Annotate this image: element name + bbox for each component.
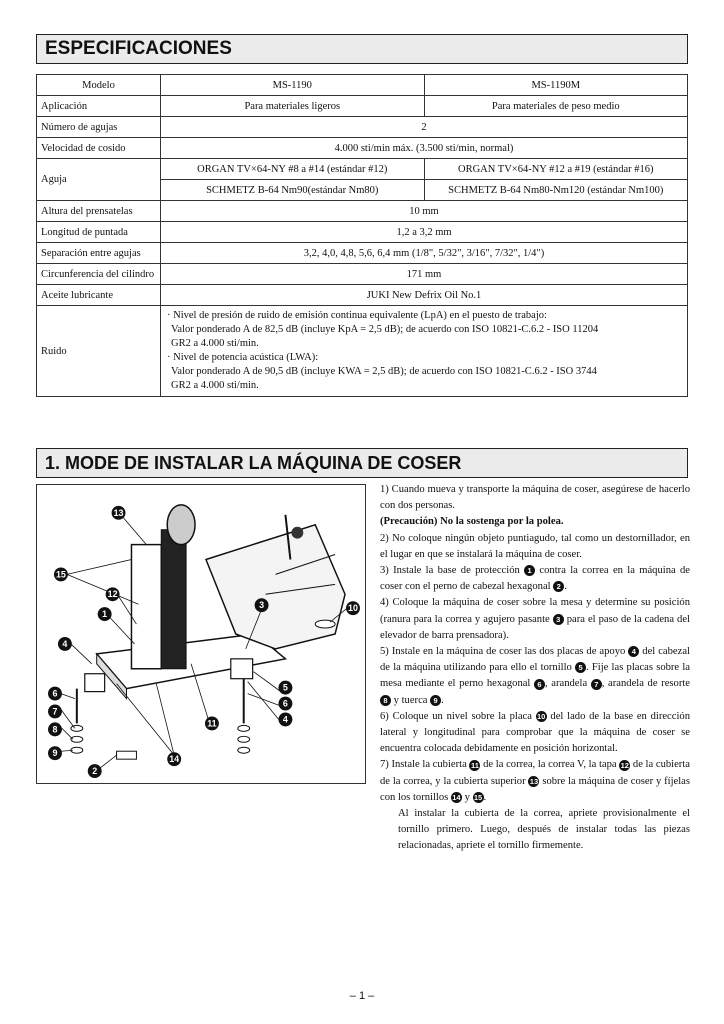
callout-text: 14 (169, 754, 180, 765)
table-row (37, 159, 688, 180)
washer (238, 725, 250, 731)
belt-cover (131, 545, 161, 669)
ref-8-icon: 8 (380, 695, 391, 706)
table-row (37, 243, 688, 264)
table-row (37, 96, 688, 117)
hex-head-bolt (117, 751, 137, 759)
step-2: 2) No coloque ningún objeto puntiagudo, tal como un destornillador, en el lugar en que se instalará la máquina de coser. (380, 532, 690, 560)
noise-line: GR2 a 4.000 sti/min. (171, 338, 259, 349)
noise-line: Valor ponderado A de 82,5 dB (incluye KpA = 2,5 dB); de acuerdo con ISO 10821-C.6.2 - ISO 11204 (171, 324, 599, 335)
cell: 3,2, 4,0, 4,8, 5,6, 6,4 mm (1/8", 5/32", 3/16", 7/32", 1/4") (161, 243, 688, 264)
row-label: Número de agujas (37, 117, 161, 138)
nut (238, 747, 250, 753)
cell: 2 (161, 117, 688, 138)
callout-text: 13 (113, 507, 124, 518)
callout-text: 8 (52, 724, 58, 735)
belt-cover-lid (161, 530, 186, 669)
callout-text: 12 (107, 589, 118, 600)
callout-text: 5 (282, 682, 288, 693)
row-label: Aceite lubricante (37, 285, 161, 306)
cell: Para materiales de peso medio (424, 96, 687, 117)
cell: ORGAN TV×64-NY #8 a #14 (estándar #12) (161, 159, 425, 180)
callout-text: 6 (282, 698, 288, 709)
cell: 1,2 a 3,2 mm (161, 222, 688, 243)
pulley (167, 505, 195, 545)
ref-7-icon: 7 (591, 679, 602, 690)
row-label: Circunferencia del cilindro (37, 264, 161, 285)
header-ms1190m: MS-1190M (424, 75, 687, 96)
header-ms1190: MS-1190 (161, 75, 425, 96)
step-1: 1) Cuando mueva y transporte la máquina de coser, asegúrese de hacerlo con dos personas. (380, 484, 690, 512)
installation-heading: 1. MODE DE INSTALAR LA MÁQUINA DE COSER (36, 448, 688, 478)
row-label: Altura del prensatelas (37, 201, 161, 222)
ref-11-icon: 11 (470, 760, 479, 770)
callout-text: 10 (348, 603, 358, 614)
step-5: 5) Instale en la máquina de coser las dos placas de apoyo 4 del cabezal de la máquina utilizando para ello el tornillo 5 . Fije las placas sobre la mesa mediante el perno hexagonal 6 , arandela 7 , arandela de resorte 8 y tuerca 9 . (380, 646, 690, 706)
machine-installation-figure (36, 484, 366, 784)
specifications-heading: ESPECIFICACIONES (36, 34, 688, 64)
callout-text: 15 (55, 569, 66, 580)
callout-text: 3 (259, 600, 265, 611)
caution-note: (Precaución) No la sostenga por la polea. (380, 516, 564, 528)
spring-washer (238, 736, 250, 742)
table-row (37, 117, 688, 138)
ref-5-icon: 5 (575, 662, 586, 673)
callout-text: 4 (282, 714, 288, 725)
callout-text: 4 (62, 638, 68, 649)
table-header-row (37, 75, 688, 96)
header-model: Modelo (37, 75, 161, 96)
machine-arm (206, 525, 345, 649)
ref-10-icon: 10 (537, 711, 546, 721)
step-7-note: Al instalar la cubierta de la correa, apriete provisionalmente el tornillo primero. Luego, después de instalar todas las piezas relacionadas, apriete el tornillo firmemente. (398, 808, 690, 852)
row-label: Ruido (37, 306, 161, 397)
row-label: Aguja (37, 159, 161, 201)
row-label: Separación entre agujas (37, 243, 161, 264)
step-4: 4) Coloque la máquina de coser sobre la mesa y determine su posición (ranura para la correa y agujero pasante 3 para el paso de la cadena del elevador de barra prensadora). (380, 597, 690, 641)
cell: 4.000 sti/min máx. (3.500 sti/min, normal) (161, 138, 688, 159)
ref-9-icon: 9 (430, 695, 441, 706)
sewing-machine-illustration (37, 485, 365, 783)
support-plate (231, 659, 253, 679)
cell: 171 mm (161, 264, 688, 285)
washer (71, 725, 83, 731)
noise-line: Valor ponderado A de 90,5 dB (incluye KWA = 2,5 dB); de acuerdo con ISO 10821-C.6.2 - ISO 3744 (171, 366, 597, 377)
step-7: 7) Instale la cubierta 11 de la correa, la correa V, la tapa 12 de la cubierta de la correa, y la cubierta superior 13 sobre la máquina de coser y fíjelas con los tornillos 14 y 15. (380, 759, 691, 803)
ref-4-icon: 4 (628, 646, 639, 657)
callout-text: 1 (102, 609, 108, 620)
table-row (37, 264, 688, 285)
table-row (37, 306, 688, 397)
noise-cell (161, 306, 688, 397)
ref-13-icon: 13 (529, 776, 539, 786)
noise-line: · Nivel de potencia acústica (LWA): (167, 352, 319, 363)
page-number: – 1 – (349, 990, 375, 1002)
ref-15-icon: 15 (473, 792, 483, 802)
table-row (37, 138, 688, 159)
step-6: 6) Coloque un nivel sobre la placa 10 del lado de la base en dirección lateral y longitudinal para comprobar que la máquina de coser se encuentra colocada debidamente en posición horizontal. (380, 710, 690, 755)
table-row (37, 201, 688, 222)
cell: SCHMETZ B-64 Nm90(estándar Nm80) (161, 180, 425, 201)
table-row (37, 285, 688, 306)
row-label: Longitud de puntada (37, 222, 161, 243)
installation-steps (380, 482, 690, 855)
callout-text: 6 (52, 688, 58, 699)
support-plate (85, 674, 105, 692)
table-row (37, 222, 688, 243)
callout-text: 2 (92, 766, 98, 777)
specifications-table (36, 74, 688, 397)
noise-line: GR2 a 4.000 sti/min. (171, 380, 259, 391)
ref-14-icon: 14 (452, 792, 461, 802)
cell: 10 mm (161, 201, 688, 222)
step-3: 3) Instale la base de protección 1 contra la correa en la máquina de coser con el perno de cabezal hexagonal 2 . (380, 565, 691, 593)
cell: ORGAN TV×64-NY #12 a #19 (estándar #16) (424, 159, 687, 180)
row-label: Velocidad de cosido (37, 138, 161, 159)
level-plate (315, 620, 335, 628)
cell: Para materiales ligeros (161, 96, 425, 117)
callout-text: 11 (207, 718, 217, 729)
row-label: Aplicación (37, 96, 161, 117)
ref-2-icon: 2 (553, 581, 564, 592)
ref-12-icon: 12 (620, 760, 629, 770)
ref-3-icon: 3 (553, 614, 564, 625)
ref-1-icon: 1 (524, 565, 535, 576)
cell: JUKI New Defrix Oil No.1 (161, 285, 688, 306)
callout-text: 9 (52, 748, 58, 759)
noise-line: · Nivel de presión de ruido de emisión continua equivalente (LpA) en el puesto de trabajo: (167, 310, 547, 321)
cell: SCHMETZ B-64 Nm80-Nm120 (estándar Nm100) (424, 180, 687, 201)
callout-text: 7 (52, 706, 58, 717)
ref-6-icon: 6 (534, 679, 545, 690)
tension-knob (291, 527, 303, 539)
